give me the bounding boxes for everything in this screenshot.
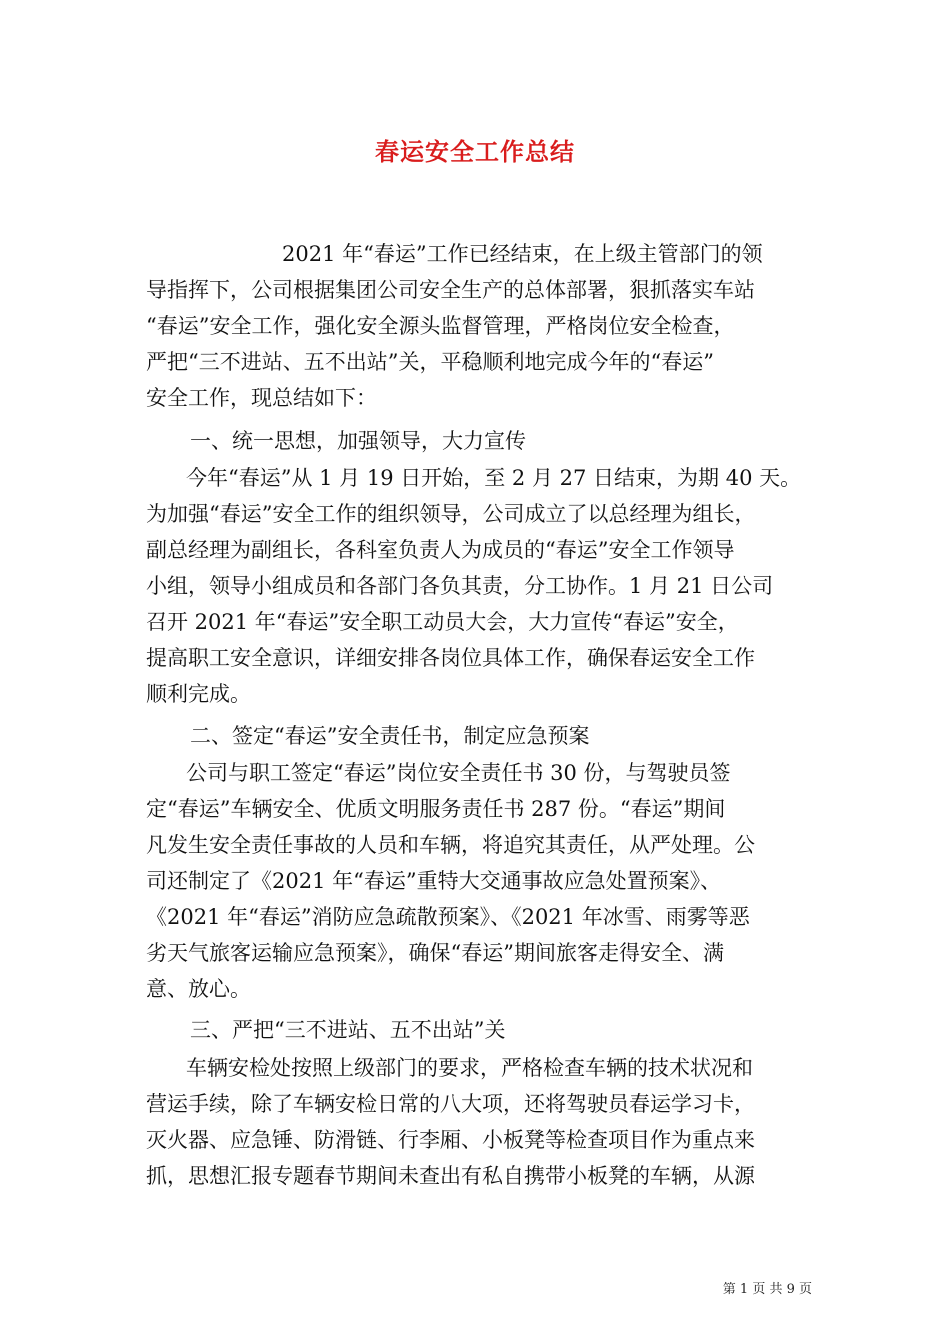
text-line: 公司与职工签定“春运”岗位安全责任书 30 份，与驾驶员签 — [186, 761, 731, 785]
section-heading: 一、统一思想，加强领导，大力宣传 — [190, 429, 526, 453]
text-line: 为加强“春运”安全工作的组织领导，公司成立了以总经理为组长， — [146, 502, 756, 526]
text-line: 司还制定了《2021 年“春运”重特大交通事故应急处置预案》、 — [146, 869, 722, 893]
text-line: 劣天气旅客运输应急预案》，确保“春运”期间旅客走得安全、满 — [146, 941, 724, 965]
text-line: 副总经理为副组长，各科室负责人为成员的“春运”安全工作领导 — [146, 538, 735, 562]
text-line: 提高职工安全意识，详细安排各岗位具体工作，确保春运安全工作 — [146, 646, 755, 670]
text-line: 2021 年“春运”工作已经结束，在上级主管部门的领 — [282, 242, 763, 266]
text-line: 严把“三不进站、五不出站”关，平稳顺利地完成今年的“春运” — [146, 350, 714, 374]
text-line: “春运”安全工作，强化安全源头监督管理，严格岗位安全检查， — [146, 314, 735, 338]
text-line: 顺利完成。 — [146, 682, 251, 706]
text-line: 意、放心。 — [146, 977, 251, 1001]
text-line: 车辆安检处按照上级部门的要求，严格检查车辆的技术状况和 — [186, 1056, 753, 1080]
section-heading: 三、严把“三不进站、五不出站”关 — [190, 1018, 506, 1042]
text-line: 召开 2021 年“春运”安全职工动员大会，大力宣传“春运”安全， — [146, 610, 739, 634]
document-title: 春运安全工作总结 — [375, 137, 575, 166]
text-line: 《2021 年“春运”消防应急疏散预案》、《2021 年冰雪、雨雾等恶 — [146, 905, 750, 929]
text-line: 抓，思想汇报专题春节期间未查出有私自携带小板凳的车辆，从源 — [146, 1164, 755, 1188]
text-line: 定“春运”车辆安全、优质文明服务责任书 287 份。“春运”期间 — [146, 797, 726, 821]
section-heading: 二、签定“春运”安全责任书，制定应急预案 — [190, 724, 590, 748]
text-line: 今年“春运”从 1 月 19 日开始，至 2 月 27 日结束，为期 40 天。 — [186, 466, 802, 490]
page-number: 第 1 页 共 9 页 — [722, 1282, 812, 1297]
text-line: 导指挥下，公司根据集团公司安全生产的总体部署，狠抓落实车站 — [146, 278, 755, 302]
text-line: 安全工作，现总结如下： — [146, 386, 377, 410]
text-line: 营运手续，除了车辆安检日常的八大项，还将驾驶员春运学习卡， — [146, 1092, 755, 1116]
text-line: 小组，领导小组成员和各部门各负其责，分工协作。1 月 21 日公司 — [146, 574, 774, 598]
text-line: 灭火器、应急锤、防滑链、行李厢、小板凳等检查项目作为重点来 — [146, 1128, 755, 1152]
text-line: 凡发生安全责任事故的人员和车辆，将追究其责任，从严处理。公 — [146, 833, 755, 857]
